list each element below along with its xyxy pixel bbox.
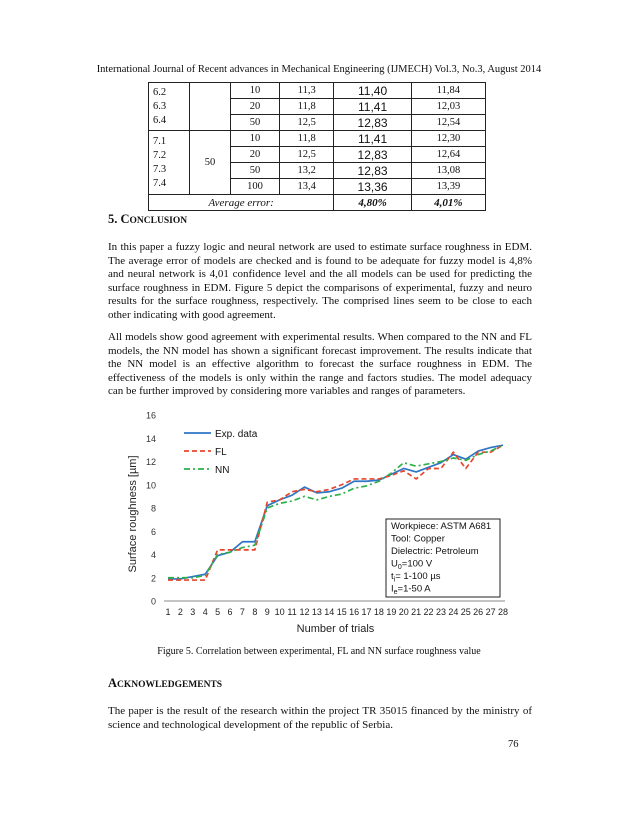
x-tick-label: 18 (373, 607, 384, 617)
table-row: 50 13,2 12,83 13,08 (149, 163, 486, 179)
y-tick-label: 4 (150, 550, 156, 560)
table-row: 6.2 6.3 6.4 10 11,3 11,40 11,84 (149, 83, 486, 99)
x-tick-label: 27 (485, 607, 496, 617)
x-tick-label: 26 (473, 607, 484, 617)
y-tick-label: 12 (145, 457, 156, 467)
x-tick-label: 5 (215, 607, 221, 617)
table-row: 50 12,5 12,83 12,54 (149, 115, 486, 131)
trial-ids: 7.1 7.2 7.3 7.4 (149, 131, 190, 195)
results-table (148, 82, 486, 211)
y-tick-label: 10 (145, 480, 156, 491)
x-tick-label: 11 (287, 607, 297, 617)
table-row: 7.1 7.2 7.3 7.4 50 10 11,8 11,41 12,30 (149, 131, 486, 147)
x-tick-label: 15 (336, 607, 347, 617)
legend-label: FL (215, 447, 227, 458)
x-tick-label: 17 (361, 607, 372, 617)
table-row: 20 12,5 12,83 12,64 (149, 147, 486, 163)
trial-ids: 6.2 6.3 6.4 (149, 83, 190, 131)
info-box-line: Tool: Copper (391, 533, 445, 545)
x-tick-label: 20 (398, 607, 409, 617)
acknowledgements-heading: ACKNOWLEDGEMENTS (108, 676, 223, 690)
average-row: Average error: 4,80% 4,01% (149, 195, 486, 211)
acknowledgements-paragraph: The paper is the result of the research within the project TR 35015 financed by the ministry of science and technological development of the republic of Serbia. (108, 705, 532, 731)
x-tick-label: 22 (423, 607, 434, 617)
info-box-line: $U_0=100$ V (391, 558, 433, 571)
conclusion-paragraph-1: In this paper a fuzzy logic and neural network are used to estimate surface roughness in EDM. The average error of models are checked and is found to be adequate for fuzzy model is 4,8% and neural network is 4,01 confidence level and the all models can be used for predicting the surface roughness in EDM. Figure 5 depict the comparisons of experimental, fuzzy and neuro results for the surface roughness, respectively. The comprised lines seem to be close to each other indicating with good agreement. (108, 241, 532, 321)
x-tick-label: 2 (177, 607, 183, 617)
info-box-line: $I_e=1-50$ A (391, 583, 431, 596)
journal-header: International Journal of Recent advances in Mechanical Engineering (IJMECH) Vol.3, No.3, August 2014 (96, 64, 542, 75)
x-tick-label: 28 (497, 607, 509, 617)
table-row: 20 11,8 11,41 12,03 (149, 99, 486, 115)
figure-caption: Figure 5. Correlation between experimental, FL and NN surface roughness value (157, 646, 481, 657)
x-tick-label: 10 (274, 607, 285, 617)
y-tick-label: 16 (145, 410, 156, 421)
legend-label: Exp. data (215, 429, 258, 440)
conclusion-heading: 5. CONCLUSION (108, 212, 188, 226)
x-tick-label: 1 (165, 607, 171, 617)
page-number: 76 (508, 739, 519, 750)
x-tick-label: 13 (311, 607, 322, 617)
x-tick-label: 7 (239, 607, 245, 617)
y-tick-label: 0 (150, 596, 156, 607)
table-row: 100 13,4 13,36 13,39 (149, 179, 486, 195)
info-box-line: Dielectric: Petroleum (391, 546, 479, 557)
x-tick-label: 8 (252, 607, 258, 617)
y-axis-label: Surface roughness [µm] (127, 455, 139, 573)
x-tick-label: 25 (460, 607, 471, 617)
group-value: 50 (190, 131, 231, 195)
group-value (190, 83, 231, 131)
y-tick-label: 14 (145, 433, 156, 444)
x-tick-label: 9 (264, 607, 270, 617)
y-tick-label: 6 (150, 526, 156, 537)
x-tick-label: 12 (299, 607, 310, 617)
legend-label: NN (215, 465, 230, 476)
y-tick-label: 8 (150, 503, 156, 514)
x-tick-label: 23 (435, 607, 446, 617)
x-tick-label: 6 (227, 607, 233, 617)
info-box-line: Workpiece: ASTM A681 (391, 521, 492, 532)
x-tick-label: 14 (324, 607, 335, 617)
x-tick-label: 3 (190, 607, 196, 617)
conclusion-paragraph-2: All models show good agreement with experimental results. When compared to the NN and FL models, the NN model has shown a significant forecast improvement. The results indicate that the NN model is an effective algorithm to forecast the surface roughness in EDM. The effectiveness of the models is only within the range and factors studies. The model adequacy can be further improved by considering more variables and ranges of parameters. (108, 331, 532, 397)
x-tick-label: 19 (386, 607, 397, 617)
roughness-chart (108, 402, 528, 638)
x-tick-label: 4 (202, 607, 208, 617)
info-box-line: $t_i= 1-100$ µs (391, 571, 441, 584)
y-tick-label: 2 (150, 573, 156, 584)
x-tick-label: 16 (349, 607, 360, 617)
x-tick-label: 24 (448, 607, 459, 617)
x-axis-label: Number of trials (296, 623, 375, 635)
x-tick-label: 21 (411, 607, 422, 617)
